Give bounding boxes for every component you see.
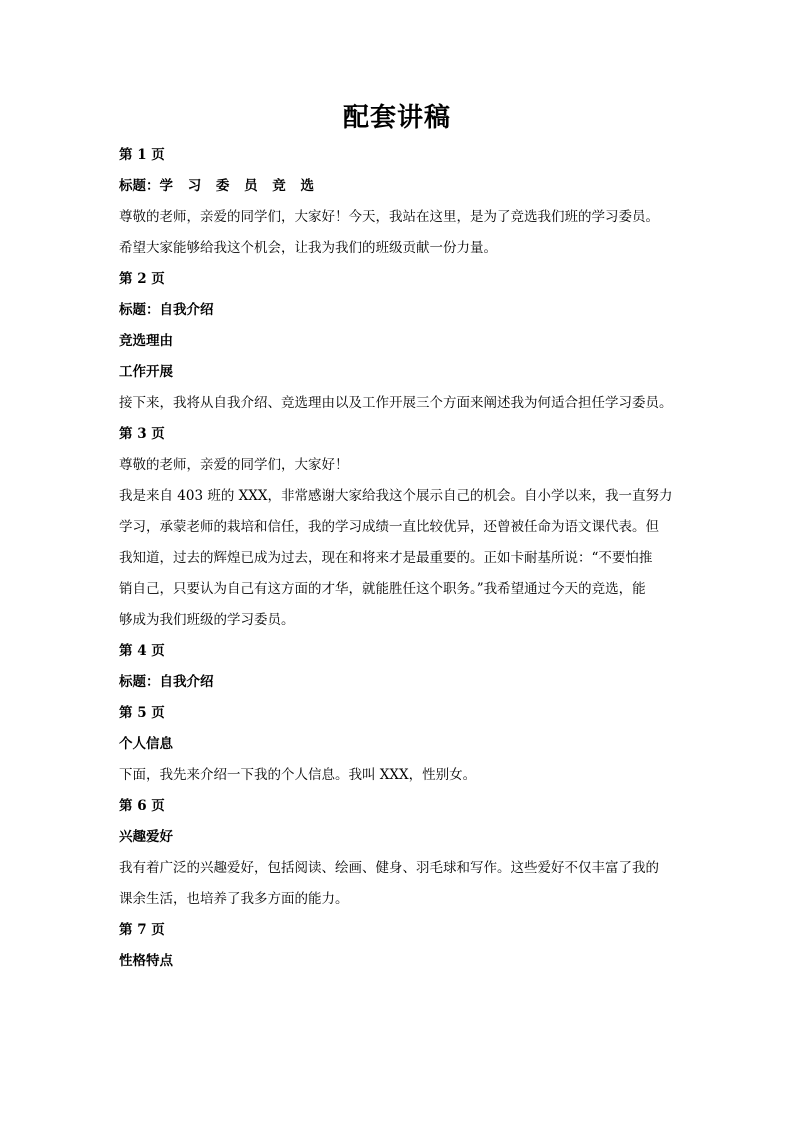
page-label-5: 第 5 页 — [119, 705, 165, 721]
page-label-7: 第 7 页 — [119, 922, 165, 938]
paragraph-line: 学习，承蒙老师的栽培和信任，我的学习成绩一直比较优异，还曾被任命为语文课代表。但 — [119, 519, 659, 535]
slide-heading: 竞选理由 — [119, 333, 173, 349]
paragraph-line: 销自己，只要认为自己有这方面的才华，就能胜任这个职务。”我希望通过今天的竞选，能 — [119, 581, 646, 597]
paragraph-line: 课余生活，也培养了我多方面的能力。 — [119, 891, 349, 907]
paragraph-line: 尊敬的老师，亲爱的同学们，大家好！ — [119, 457, 349, 473]
page-label-1: 第 1 页 — [119, 147, 165, 163]
slide-heading: 个人信息 — [119, 736, 173, 752]
page-label-2: 第 2 页 — [119, 271, 165, 287]
paragraph-line: 下面，我先来介绍一下我的个人信息。我叫 XXX，性别女。 — [119, 767, 477, 783]
slide-title-1 — [119, 171, 679, 202]
paragraph-line: 尊敬的老师，亲爱的同学们，大家好！今天，我站在这里，是为了竞选我们班的学习委员。 — [119, 209, 659, 225]
page-label-6: 第 6 页 — [119, 798, 165, 814]
slide-heading: 工作开展 — [119, 364, 173, 380]
paragraph-line: 希望大家能够给我这个机会，让我为我们的班级贡献一份力量。 — [119, 240, 497, 256]
slide-heading: 兴趣爱好 — [119, 829, 173, 845]
title-prefix: 标题： — [119, 178, 160, 194]
slide-title-2: 标题：自我介绍 — [119, 302, 214, 318]
page-label-3: 第 3 页 — [119, 426, 165, 442]
paragraph-line: 我有着广泛的兴趣爱好，包括阅读、绘画、健身、羽毛球和写作。这些爱好不仅丰富了我的 — [119, 860, 659, 876]
document-title: 配套讲稿 — [342, 103, 451, 133]
paragraph-line: 接下来，我将从自我介绍、竞选理由以及工作开展三个方面来阐述我为何适合担任学习委员。 — [119, 395, 673, 411]
paragraph-line: 够成为我们班级的学习委员。 — [119, 612, 295, 628]
page-label-4: 第 4 页 — [119, 643, 165, 659]
slide-title-4: 标题：自我介绍 — [119, 674, 214, 690]
paragraph-line: 我是来自 403 班的 XXX，非常感谢大家给我这个展示自己的机会。自小学以来，我一直努力 — [119, 488, 673, 504]
title-text: 学 习 委 员 竞 选 — [159, 178, 319, 194]
document-body — [119, 140, 679, 977]
paragraph-line: 我知道，过去的辉煌已成为过去，现在和将来才是最重要的。正如卡耐基所说：“不要怕推 — [119, 550, 653, 566]
slide-heading: 性格特点 — [119, 953, 173, 969]
